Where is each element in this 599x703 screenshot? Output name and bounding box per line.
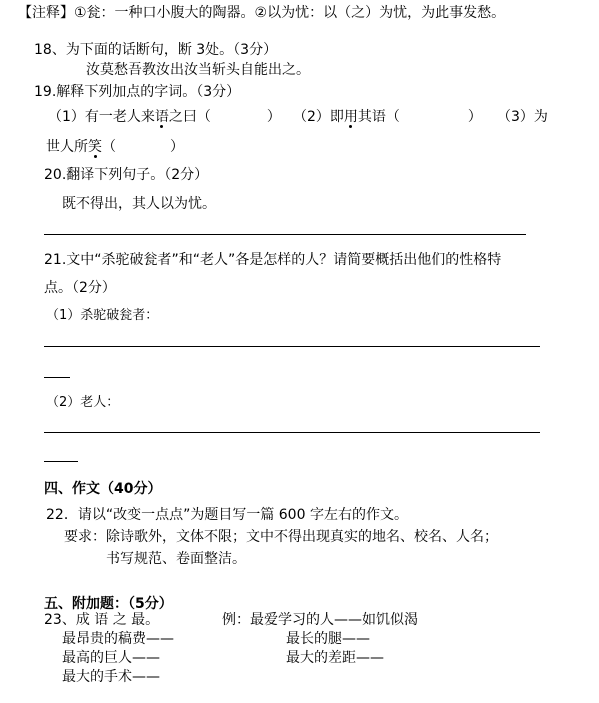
answer-line-q21-part2-a xyxy=(44,432,540,433)
question-21-title-line-2: 点。（2分） xyxy=(44,280,116,296)
question-23-item-5: 最大的手术—— xyxy=(62,669,160,685)
q19-item2-dotted-word: 用 xyxy=(343,109,358,125)
q19-item1-dotted-word: 语 xyxy=(154,109,169,125)
q19-item1-close: ） xyxy=(266,109,281,125)
question-19-item-3-continued xyxy=(46,140,184,154)
question-21-part-1-label: （1）杀驼破瓮者： xyxy=(46,308,159,323)
question-18-sentence: 汝莫愁吾教汝出汝当斩头自能出之。 xyxy=(86,62,310,78)
question-23-item-2: 最长的腿—— xyxy=(286,631,370,647)
question-19-item-1 xyxy=(48,110,281,124)
question-19-title: 19.解释下列加点的字词。（3分） xyxy=(34,84,241,100)
q19-item3-close: ） xyxy=(170,139,184,155)
question-23-example: 例：最爱学习的人——如饥似渴 xyxy=(222,612,418,628)
section-5-heading: 五、附加题：（5分） xyxy=(44,596,173,612)
q19-item3-line2-b: （ xyxy=(102,139,116,155)
q19-item1-prefix: （1）有一老人来 xyxy=(48,109,155,125)
answer-line-q21-part1-b xyxy=(44,377,70,378)
q19-item3-prefix: （3）为 xyxy=(497,109,548,125)
q19-item1-mid: 之曰（ xyxy=(168,109,211,125)
question-22-line-2: 要求：除诗歌外，文体不限；文中不得出现真实的地名、校名、人名； xyxy=(64,529,498,545)
section-4-heading: 四、作文（40分） xyxy=(44,481,162,497)
answer-line-q20 xyxy=(44,234,526,235)
annotation-note: 【注释】①瓮：一种口小腹大的陶器。②以为忧：以（之）为忧，为此事发愁。 xyxy=(18,5,506,21)
question-21-title-line-1: 21.文中“杀驼破瓮者”和“老人”各是怎样的人？请简要概括出他们的性格特 xyxy=(44,252,502,268)
question-18-title: 18、为下面的话断句，断 3处。（3分） xyxy=(34,42,278,58)
q19-item2-prefix: （2）即 xyxy=(293,109,344,125)
question-23-title: 23、成 语 之 最。 xyxy=(44,612,160,628)
question-20-sentence: 既不得出，其人以为忧。 xyxy=(62,196,216,212)
answer-line-q21-part1-a xyxy=(44,346,540,347)
question-22-line-1: 22．请以“改变一点点”为题目写一篇 600 字左右的作文。 xyxy=(46,507,408,523)
question-20-title: 20.翻译下列句子。（2分） xyxy=(44,167,209,183)
answer-line-q21-part2-b xyxy=(44,461,78,462)
question-22-line-3: 书写规范、卷面整洁。 xyxy=(106,551,246,567)
q19-item2-close: ） xyxy=(467,109,482,125)
question-23-item-4: 最大的差距—— xyxy=(286,650,384,666)
q19-item2-mid: 其语（ xyxy=(357,109,400,125)
q19-item3-dotted-word: 笑 xyxy=(88,139,102,155)
question-21-part-2-label: （2）老人： xyxy=(46,395,120,410)
question-19-item-3 xyxy=(497,110,548,124)
question-23-item-1: 最昂贵的稿费—— xyxy=(62,631,174,647)
question-23-item-3: 最高的巨人—— xyxy=(62,650,160,666)
question-19-item-2 xyxy=(293,110,482,124)
q19-item3-line2-a: 世人所 xyxy=(46,139,88,155)
